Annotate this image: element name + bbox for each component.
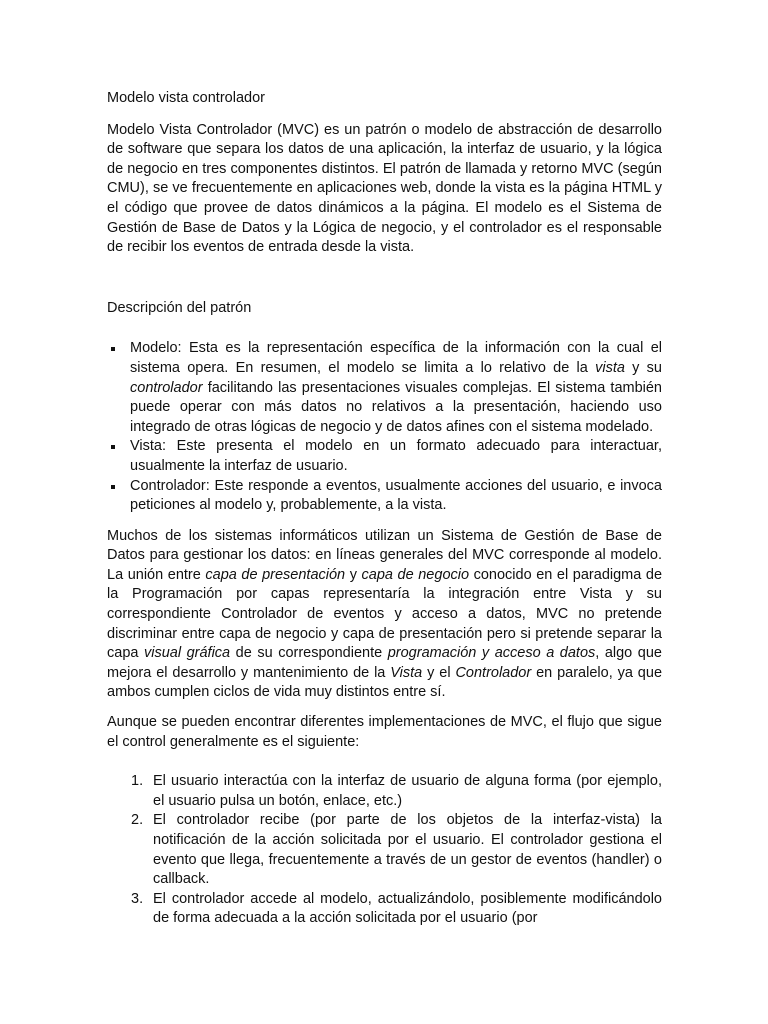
paragraph-flujo: Aunque se pueden encontrar diferentes implementaciones de MVC, el flujo que sigue el control generalmente es el siguiente: [107, 714, 662, 750]
list-item: 3. El controlador accede al modelo, actualizándolo, posiblemente modificándolo de forma adecuada a la acción solicitada por el usuario (por [131, 890, 662, 927]
italic-controlador: controlador [130, 379, 203, 396]
list-item: 1. El usuario interactúa con la interfaz de usuario de alguna forma (por ejemplo, el usuario pulsa un botón, enlace, etc.) [131, 773, 662, 809]
document-body [107, 89, 662, 929]
italic-vista: vista [595, 359, 625, 376]
bullet-item-controlador: Controlador: Este responde a eventos, usualmente acciones del usuario, e invoca peticiones al modelo y, probablemente, a la vista. [107, 477, 662, 516]
paragraph-sistemas: Muchos de los sistemas informáticos utilizan un Sistema de Gestión de Base de Datos para gestionar los datos: en líneas generales del MVC corresponde al modelo. La unión entre capa de presentación y capa de negocio conocido en el paradigma de la Programación por capas representaría la integración entre Vista y su correspondiente Controlador de eventos y acceso a datos, MVC no pretende discriminar entre capa de negocio y capa de presentación pero si pretende separar la capa visual gráfica de su correspondiente programación y acceso a datos, algo que mejora el desarrollo y mantenimiento de la Vista y el Controlador en paralelo, ya que ambos cumplen ciclos de vida muy distintos entre sí. [107, 527, 663, 701]
document-title: Modelo vista controlador [107, 90, 265, 106]
list-item: 2. El controlador recibe (por parte de los objetos de la interfaz-vista) la notificación de la acción solicitada por el usuario. El controlador gestiona el evento que llega, frecuentemente a través de un gestor de eventos (handler) o callback. [131, 812, 662, 888]
bullet-item-modelo: Modelo: Esta es la representación específica de la información con la cual el sistema opera. En resumen, el modelo se limita a lo relativo de la vista y su controlador facilitando las presentaciones visuales complejas. El sistema también puede operar con más datos no relativos a la presentación, haciendo uso integrado de otras lógicas de negocio y de datos afines con el sistema modelado. [107, 339, 662, 437]
numbered-list [107, 772, 662, 929]
bullet-list [107, 339, 662, 515]
section-title: Descripción del patrón [107, 299, 252, 316]
bullet-item-vista: Vista: Este presenta el modelo en un formato adecuado para interactuar, usualmente la interfaz de usuario. [107, 437, 662, 476]
intro-paragraph: Modelo Vista Controlador (MVC) es un patrón o modelo de abstracción de desarrollo de software que separa los datos de una aplicación, la interfaz de usuario, y la lógica de negocio en tres componentes distintos. El patrón de llamada y retorno MVC (según CMU), se ve frecuentemente en aplicaciones web, donde la vista es la página HTML y el código que provee de datos dinámicos a la página. El modelo es el Sistema de Gestión de Base de Datos y la Lógica de negocio, y el controlador es el responsable de recibir los eventos de entrada desde la vista. [107, 121, 662, 256]
list-number: 1. [131, 773, 144, 790]
list-number: 2. [131, 812, 144, 829]
list-number: 3. [131, 890, 144, 907]
